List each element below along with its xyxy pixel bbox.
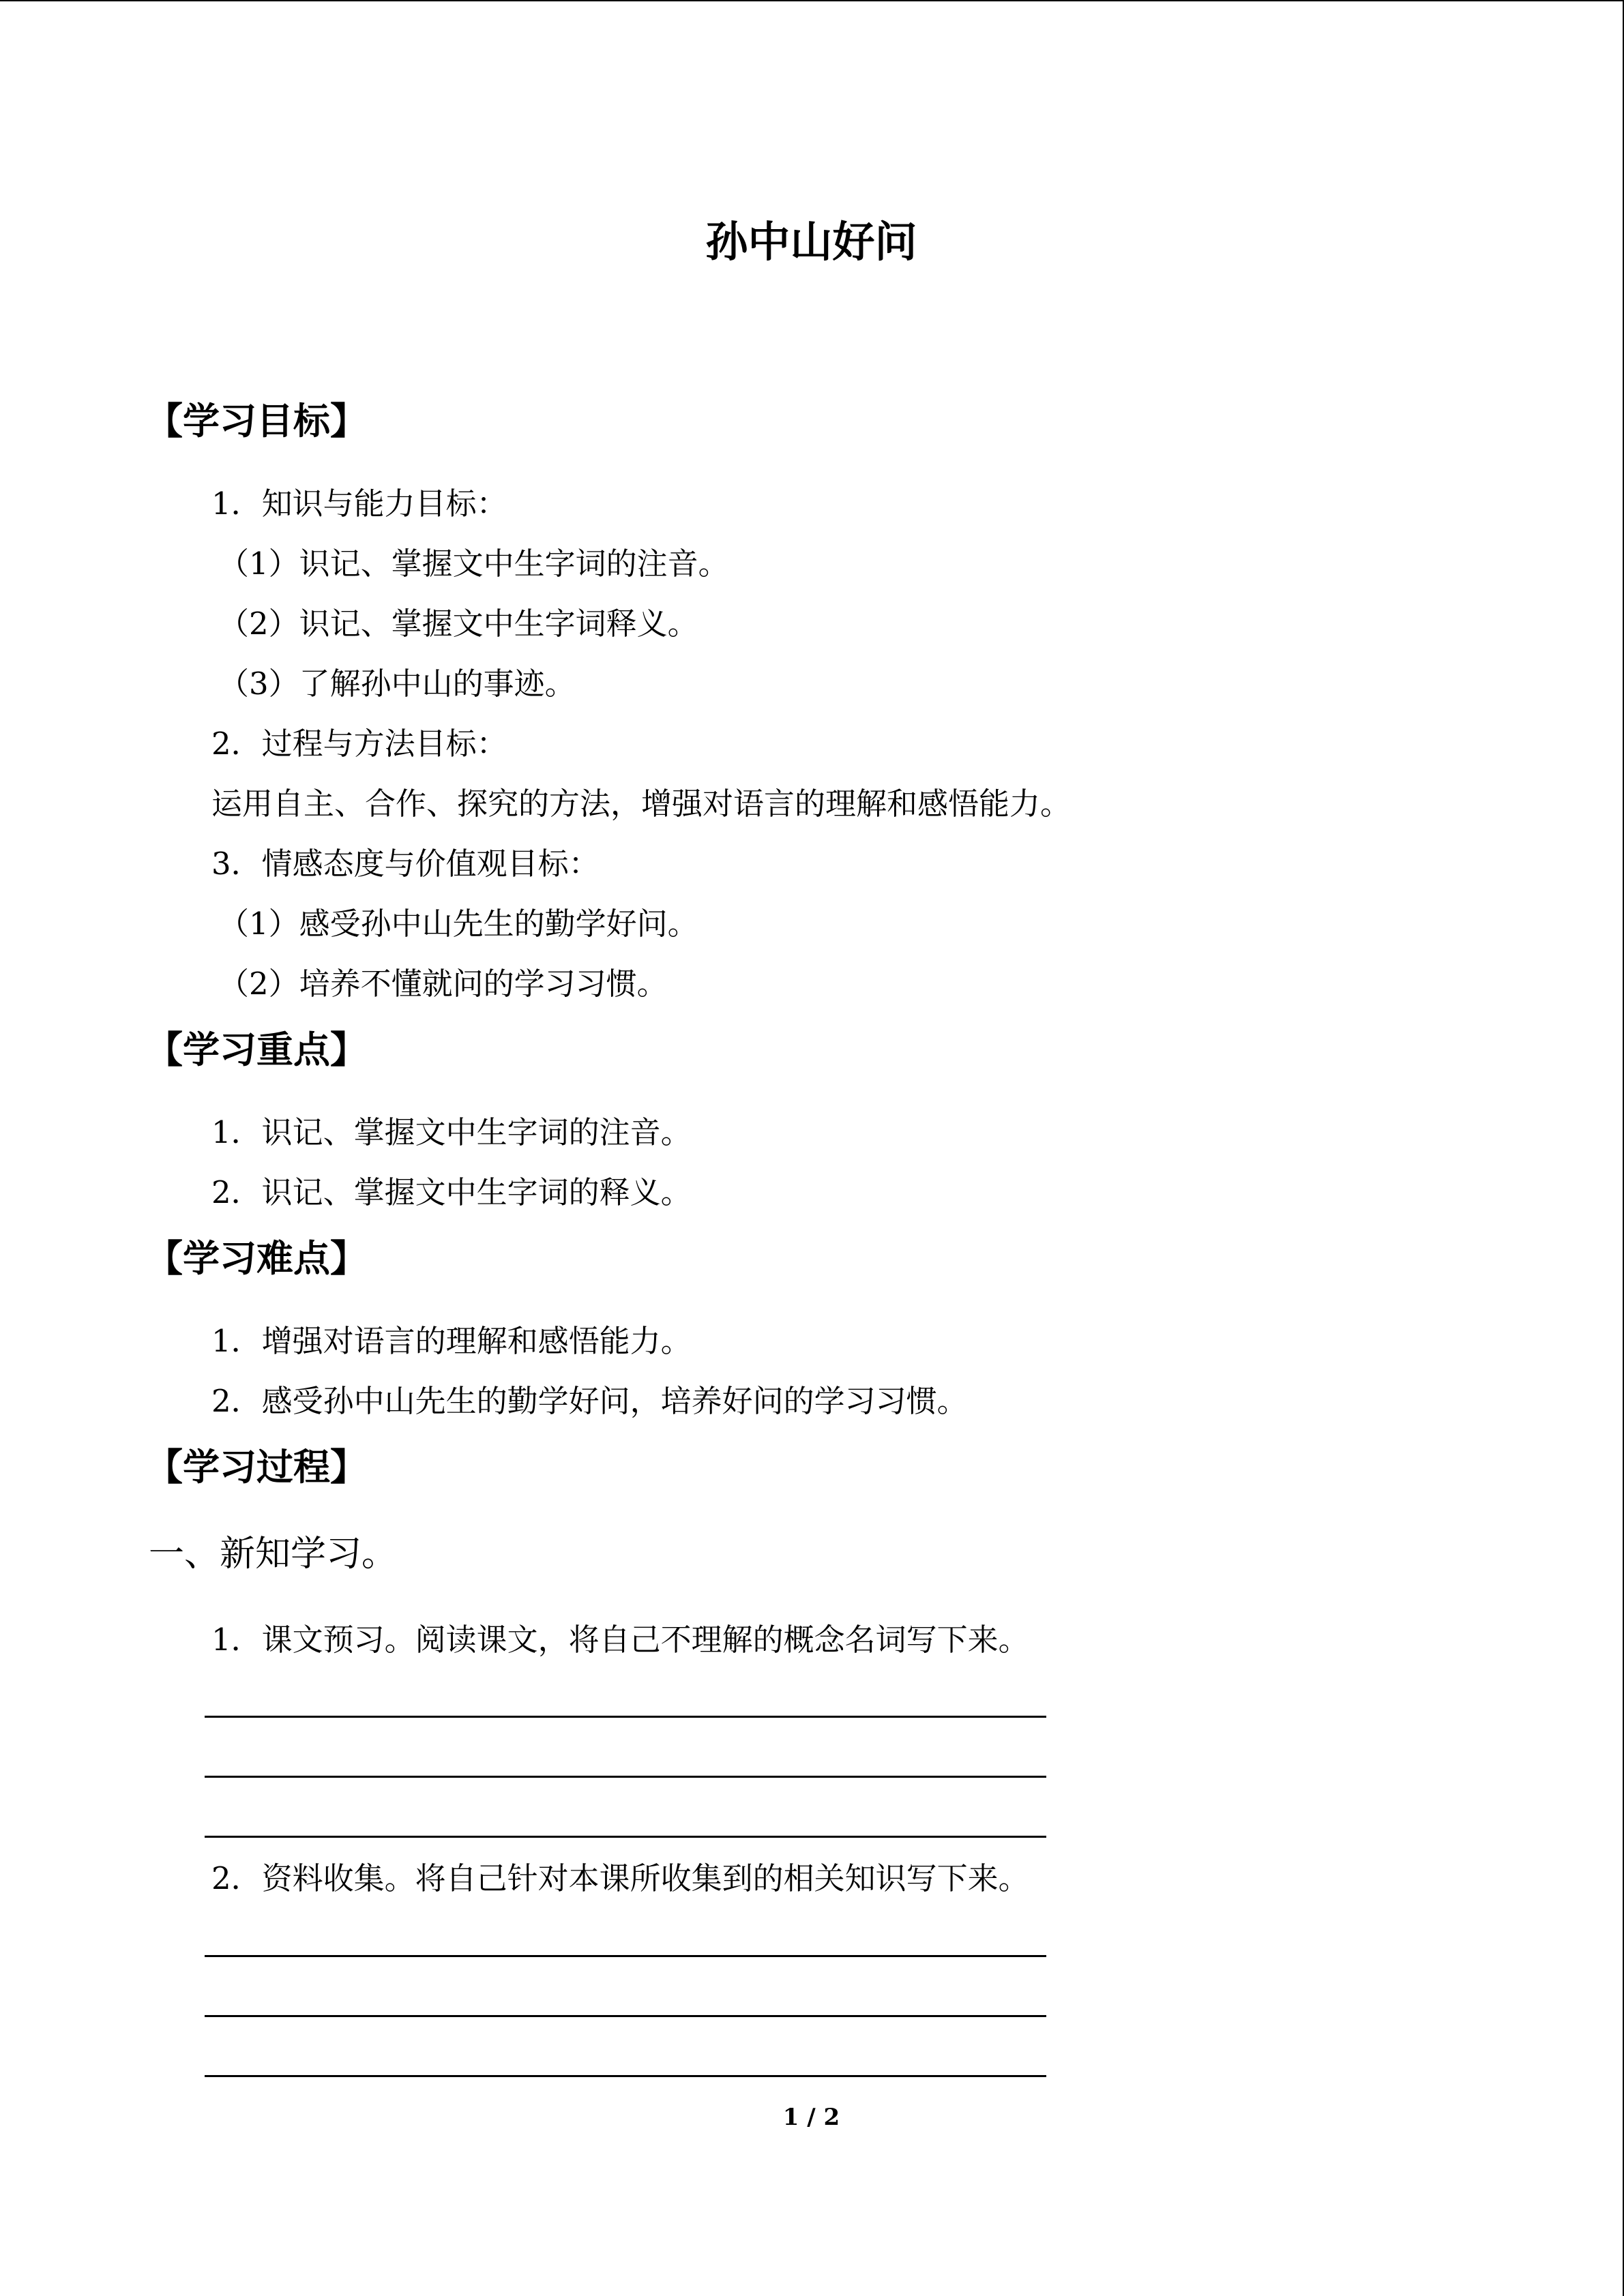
section-heading-difficulties: 【学习难点】 bbox=[146, 1236, 367, 1280]
page-number: 1 / 2 bbox=[782, 2104, 840, 2131]
answer-blank-line[interactable] bbox=[205, 2015, 1046, 2017]
section-heading-process: 【学习过程】 bbox=[146, 1445, 367, 1489]
answer-blank-line[interactable] bbox=[205, 1836, 1046, 1838]
goal-item: 运用自主、合作、探究的方法，增强对语言的理解和感悟能力。 bbox=[211, 786, 1072, 822]
answer-blank-line[interactable] bbox=[205, 1955, 1046, 1957]
section-heading-key-points: 【学习重点】 bbox=[146, 1028, 367, 1071]
section-heading-goals: 【学习目标】 bbox=[146, 399, 367, 443]
answer-blank-line[interactable] bbox=[205, 1716, 1046, 1718]
part-heading: 一、新知学习。 bbox=[149, 1534, 398, 1575]
difficulty-item: 2．感受孙中山先生的勤学好问，培养好问的学习习惯。 bbox=[211, 1383, 968, 1419]
goal-emotion: 3．情感态度与价值观目标： bbox=[211, 846, 600, 882]
key-point-item: 1．识记、掌握文中生字词的注音。 bbox=[211, 1114, 692, 1150]
answer-blank-line[interactable] bbox=[205, 1776, 1046, 1778]
question-2: 2．资料收集。将自己针对本课所收集到的相关知识写下来。 bbox=[211, 1860, 1029, 1896]
answer-blank-line[interactable] bbox=[205, 2075, 1046, 2077]
page-title: 孙中山好问 bbox=[705, 217, 917, 267]
question-1: 1．课文预习。阅读课文，将自己不理解的概念名词写下来。 bbox=[211, 1622, 1029, 1658]
goal-process: 2．过程与方法目标： bbox=[211, 726, 507, 762]
goal-item: （2）培养不懂就问的学习习惯。 bbox=[218, 966, 668, 1002]
goal-knowledge: 1．知识与能力目标： bbox=[211, 486, 507, 522]
difficulty-item: 1．增强对语言的理解和感悟能力。 bbox=[211, 1323, 692, 1359]
key-point-item: 2．识记、掌握文中生字词的释义。 bbox=[211, 1174, 692, 1210]
goal-item: （1）感受孙中山先生的勤学好问。 bbox=[218, 906, 698, 942]
goal-item: （1）识记、掌握文中生字词的注音。 bbox=[218, 546, 729, 582]
goal-item: （3）了解孙中山的事迹。 bbox=[218, 666, 576, 702]
goal-item: （2）识记、掌握文中生字词释义。 bbox=[218, 606, 698, 642]
